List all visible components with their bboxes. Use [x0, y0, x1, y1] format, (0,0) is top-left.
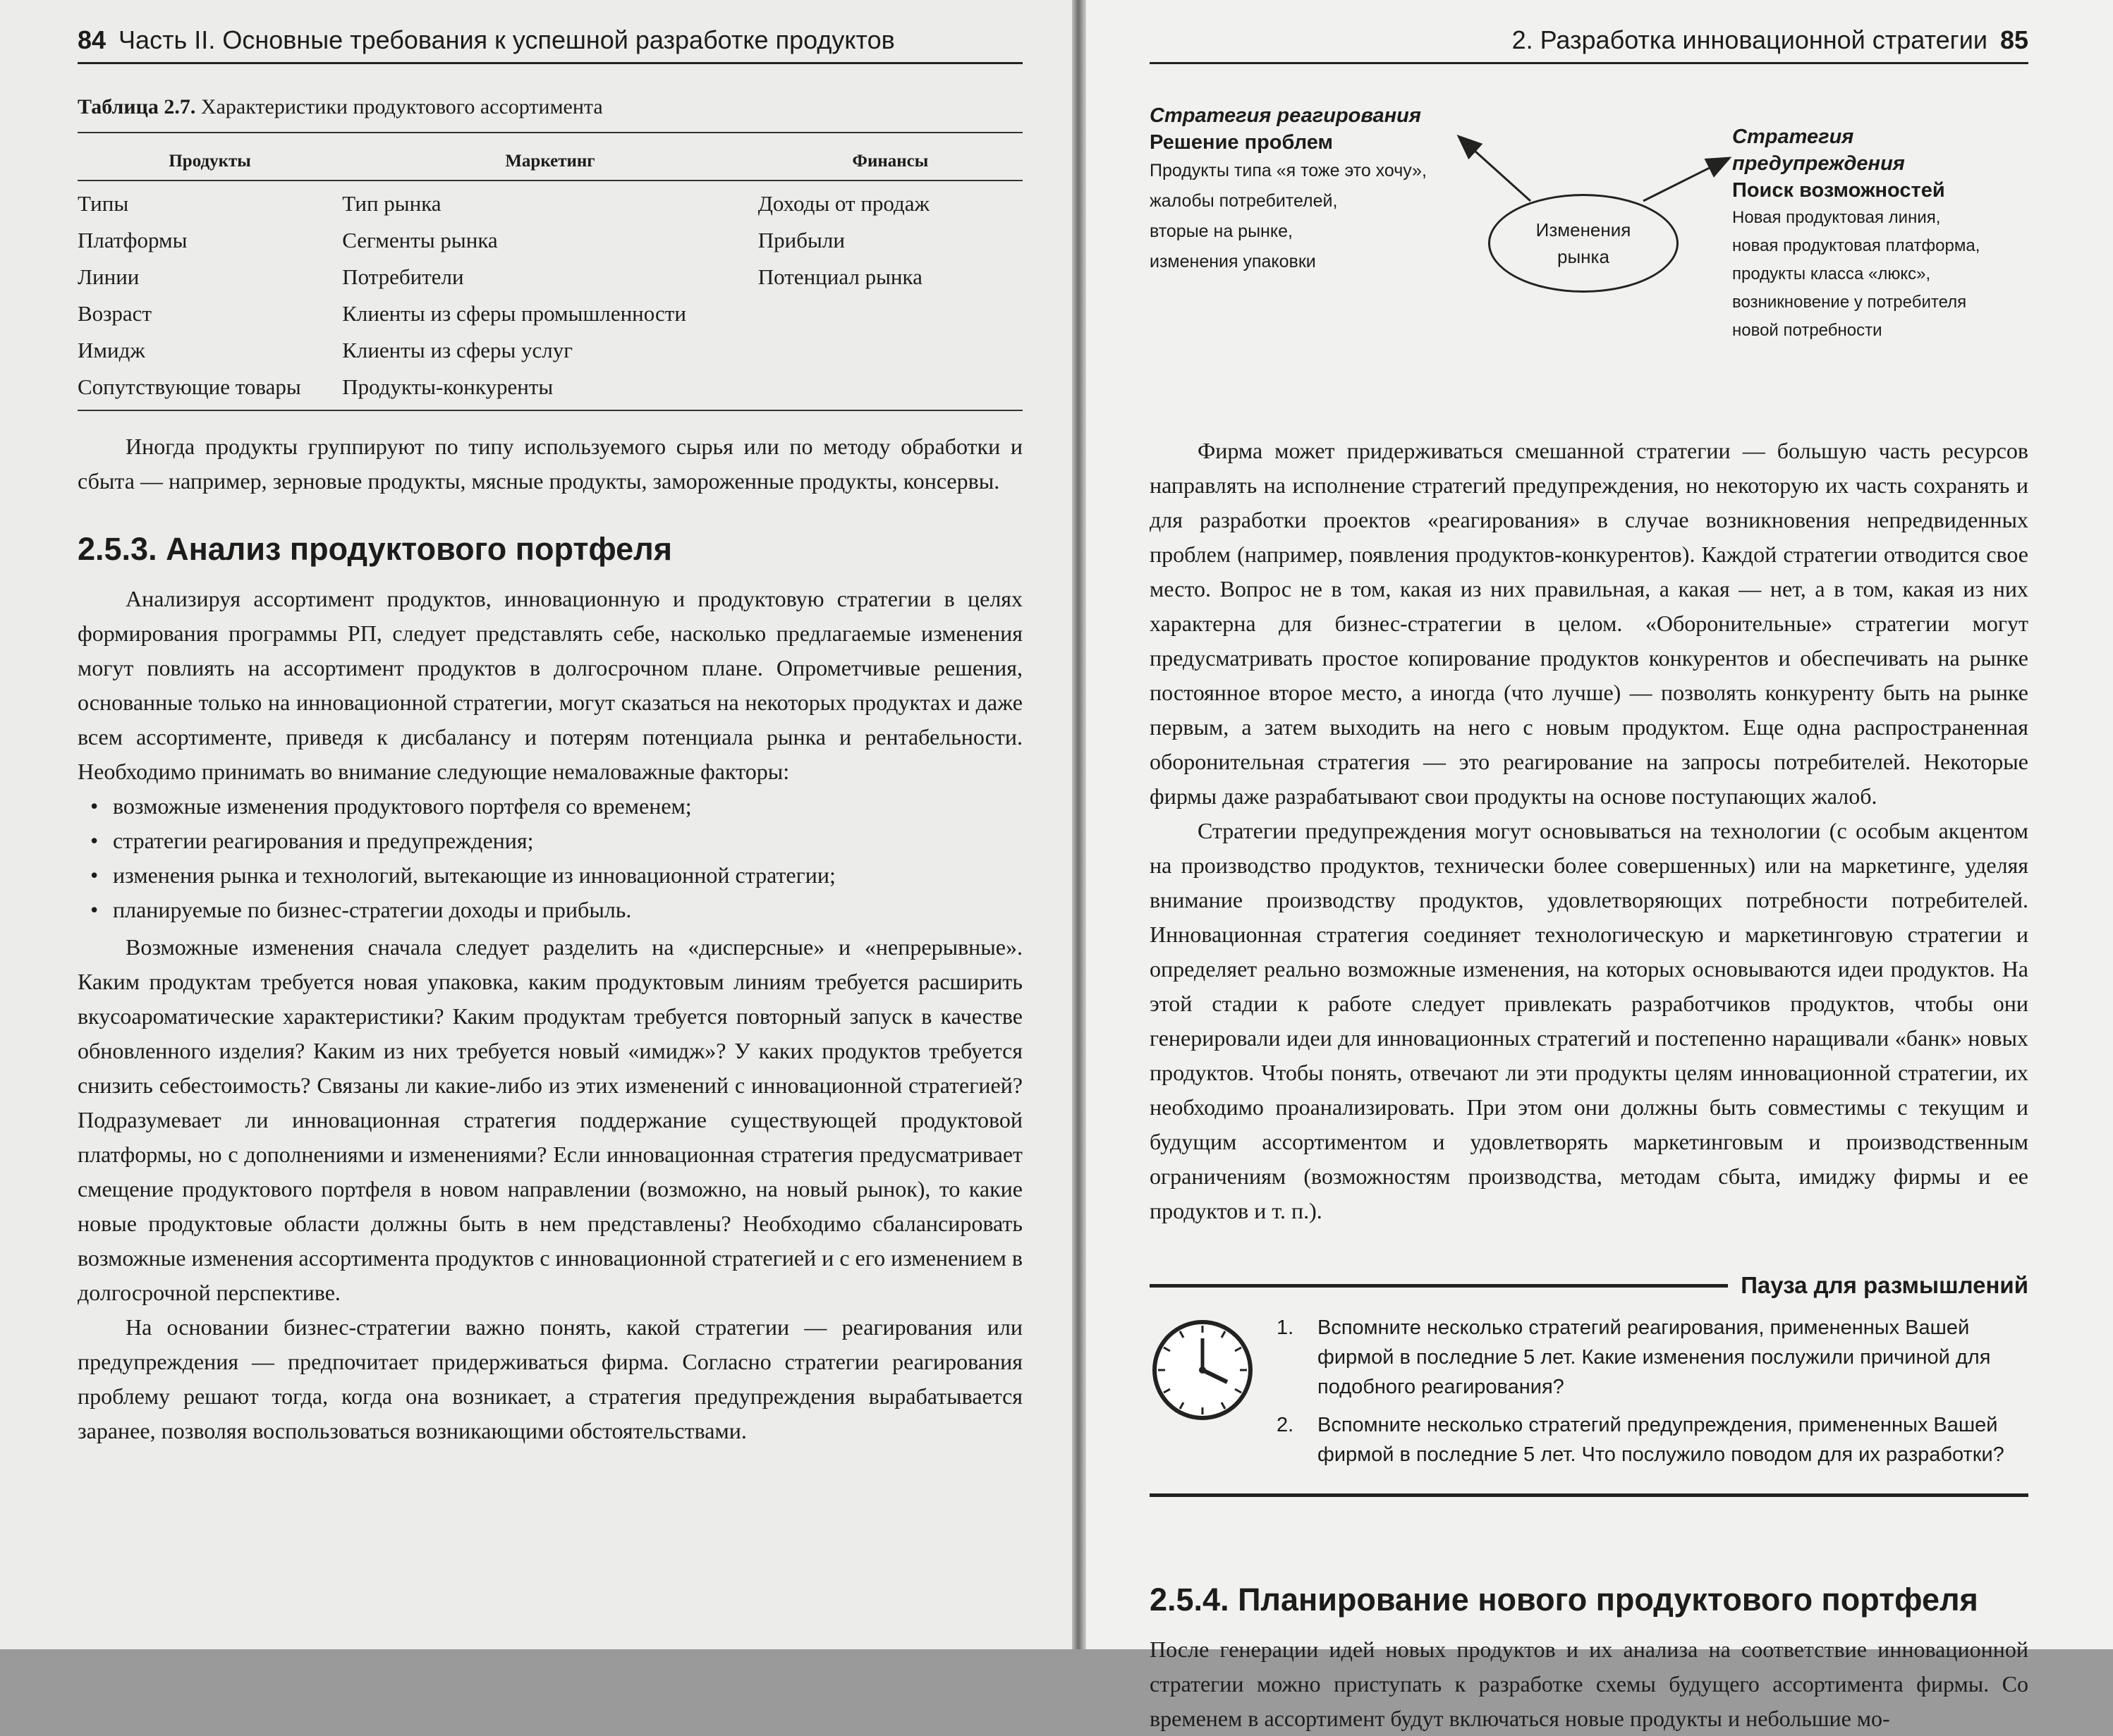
prevention-strategy: [1732, 123, 2028, 345]
table-cell: Возраст: [78, 301, 152, 326]
page-number: 84: [78, 25, 106, 54]
paragraph: Анализируя ассортимент продуктов, инновационную и продуктовую стратегии в целях формирования программы РП, следует представлять себе, насколько предлагаемые изменения могут повлиять на ассортимент продуктов в долгосрочном плане. Опрометчивые решения, основанные только на инновационной стратегии, могут сказаться на некоторых продуктах и даже всем ассортименте, приведя к дисбалансу и потерям потенциала рынка и рентабельности. Необходимо принимать во внимание следующие немаловажные факторы:: [78, 586, 1023, 784]
table-caption-label: Таблица 2.7.: [78, 95, 196, 118]
paragraph: Стратегии предупреждения могут основываться на технологии (с особым акцентом на производство продуктов, технически более совершенных) или на маркетинге, уделяя внимание производству продуктов, удовлетворяющих потребности потребителей. Инновационная стратегия соединяет технологическую и маркетинговую стратегии и определяет реально возможные изменения, на которых основываются идеи продуктов. На этой стадии к работе следует привлекать разработчиков продуктов, чтобы они генерировали идеи для инновационных стратегий и постепенно наращивали «банк» новых продуктов. Чтобы понять, отвечают ли эти продукты целям инновационной стратегии, их необходимо проанализировать. При этом они должны быть совместимы с текущим и будущим ассортиментом и удовлетворять маркетинговым и производственным ограничениям (возможностям производства, методам сбыта, имиджу фирмы и ее продуктов и т. п.).: [1150, 818, 2028, 1223]
reaction-title: Стратегия реагирования: [1150, 104, 1421, 127]
table-cell: Имидж: [78, 338, 145, 362]
table-cell: Тип рынка: [342, 191, 442, 216]
table-header: Финансы: [758, 133, 1023, 181]
book-spine: [1072, 0, 1086, 1649]
table-cell: Продукты-конкуренты: [342, 374, 554, 399]
table-header: Продукты: [78, 133, 342, 181]
divider: [1150, 1284, 1728, 1288]
list-item: [1277, 1313, 2028, 1402]
list-item: • планируемые по бизнес-стратегии доходы и прибыль.: [113, 893, 1023, 927]
paragraph: Иногда продукты группируют по типу используемого сырья или по методу обработки и сбыта — например, зерновые продукты, мясные продукты, замороженные продукты, консервы.: [78, 434, 1023, 494]
running-head-title: 2. Разработка инновационной стратегии: [1511, 25, 1987, 54]
table-cell: Прибыли: [757, 228, 845, 252]
table-cell: Потенциал рынка: [757, 264, 922, 289]
table-caption: [78, 95, 1023, 119]
table-cell: Потребители: [342, 264, 464, 289]
diagram-item: возникновение у потребителя: [1732, 293, 1967, 312]
running-head-right: [1150, 25, 2028, 64]
factor-list: [78, 789, 1023, 927]
table-cell: Типы: [78, 191, 129, 216]
reaction-strategy: [1150, 102, 1481, 277]
question-text: Вспомните несколько стратегий предупреждения, примененных Вашей фирмой в последние 5 лет. Что послужило поводом для их разработки?: [1317, 1414, 2004, 1466]
diagram-item: новой потребности: [1732, 321, 1882, 340]
table-cell: Платформы: [78, 228, 188, 252]
prevention-subtitle: Поиск возможностей: [1732, 179, 1945, 202]
table-column-products: [78, 181, 342, 410]
diagram-item: продукты класса «люкс»,: [1732, 264, 1931, 283]
paragraph: После генерации идей новых продуктов и их анализа на соответствие инновационной стратегии можно приступать к разработке схемы будущего ассортимента фирмы. Со временем в ассортимент будут включаться новые продукты и небольшие мо-: [1150, 1637, 2028, 1731]
diagram-item: новая продуктовая платформа,: [1732, 236, 1980, 255]
table-header: Маркетинг: [342, 133, 758, 181]
section-heading: 2.5.3. Анализ продуктового портфеля: [78, 531, 673, 567]
section-heading: 2.5.4. Планирование нового продуктового портфеля: [1150, 1582, 1978, 1618]
question-number: 1.: [1277, 1316, 1294, 1339]
table-column-finance: [758, 181, 1023, 410]
reaction-subtitle: Решение проблем: [1150, 131, 1333, 154]
right-page: [1086, 0, 2113, 1731]
left-page: [0, 0, 1072, 1649]
table-cell: Сопутствующие товары: [78, 374, 301, 399]
pause-box-title: Пауза для размышлений: [1741, 1272, 2028, 1298]
table-cell: Линии: [78, 264, 140, 289]
diagram-item: изменения упаковки: [1150, 252, 1316, 271]
clock-icon: [1150, 1317, 1255, 1423]
question-number: 2.: [1277, 1414, 1294, 1436]
paragraph: Возможные изменения сначала следует разделить на «дисперсные» и «непрерывные». Каким продуктам требуется новая упаковка, каким продуктовым линиям требуется расширить вкусоароматические характеристики? Каким продуктам требуется повторный запуск в качестве обновленного изделия? Каким из них требуется новый «имидж»? У каких продуктов требуется снизить себестоимость? Связаны ли какие-либо из этих изменений с инновационной стратегией? Подразумевает ли инновационная стратегия поддержание существующей продуктовой платформы, но с дополнениями и изменениями? Если инновационная стратегия предусматривает смещение продуктового портфеля в новом направлении (возможно, на новый рынок), то какие новые продуктовые области должны быть в нем представлены? Необходимо сбалансировать возможные изменения ассортимента продуктов с инновационной стратегией и с его изменением в долгосрочной перспективе.: [78, 934, 1023, 1305]
diagram-item: вторые на рынке,: [1150, 221, 1293, 241]
table-cell: Клиенты из сферы услуг: [342, 338, 573, 362]
paragraph: Фирма может придерживаться смешанной стратегии — большую часть ресурсов направлять на исполнение стратегий предупреждения, но некоторую их часть сохранять и для разработки проектов «реагирования» в случае возникновения непредвиденных проблем (например, появления продуктов-конкурентов). Каждой стратегии отводится свое место. Вопрос не в том, какая из них правильная, а какая — нет, а в том, какая из них характерна для бизнес-стратегии в целом. «Оборонительные» стратегии могут предусматривать простое копирование продуктов конкурентов и обеспечивать на рынке постоянное второе место, а иногда (что лучше) — позволять конкуренту быть на рынке первым, а затем выходить на него с новым продуктом. Еще одна распространенная оборонительная стратегия — это реагирование на запросы потребителей. Некоторые фирмы даже разрабатывают свои продукты на основе поступающих жалоб.: [1150, 438, 2028, 809]
table-caption-text: Характеристики продуктового ассортимента: [200, 95, 603, 118]
strategy-diagram: [1150, 95, 2028, 434]
assortment-table: [78, 132, 1023, 411]
table-cell: Клиенты из сферы промышленности: [342, 301, 686, 326]
reflection-questions: [1277, 1313, 2028, 1478]
page-number: 85: [1999, 25, 2028, 54]
running-head-left: [78, 25, 1023, 64]
paragraph: На основании бизнес-стратегии важно понять, какой стратегии — реагирования или предупреждения — предпочитает придерживаться фирма. Согласно стратегии реагирования проблему решают тогда, когда она возникает, а стратегия предупреждения вырабатывается заранее, позволяя воспользоваться возникающими обстоятельствами.: [78, 1314, 1023, 1443]
pause-box: [1150, 1313, 2028, 1497]
list-item: • изменения рынка и технологий, вытекающие из инновационной стратегии;: [113, 858, 1023, 893]
running-head-title: Часть II. Основные требования к успешной разработке продуктов: [118, 25, 895, 54]
list-item: • стратегии реагирования и предупреждения;: [113, 824, 1023, 858]
list-item: [1277, 1410, 2028, 1469]
pause-box-header: [1150, 1272, 2028, 1299]
prevention-title: Стратегия предупреждения: [1732, 126, 1905, 175]
market-changes-oval: Изменения рынка: [1488, 194, 1679, 293]
question-text: Вспомните несколько стратегий реагирования, примененных Вашей фирмой в последние 5 лет. Какие изменения послужили причиной для подобного реагирования?: [1317, 1316, 1991, 1398]
table-cell: Сегменты рынка: [342, 228, 498, 252]
table-cell: Доходы от продаж: [757, 191, 930, 216]
diagram-item: Продукты типа «я тоже это хочу»,: [1150, 161, 1427, 181]
table-column-marketing: [342, 181, 758, 410]
list-item: • возможные изменения продуктового портфеля со временем;: [113, 789, 1023, 824]
diagram-item: жалобы потребителей,: [1150, 191, 1338, 211]
diagram-item: Новая продуктовая линия,: [1732, 208, 1941, 227]
